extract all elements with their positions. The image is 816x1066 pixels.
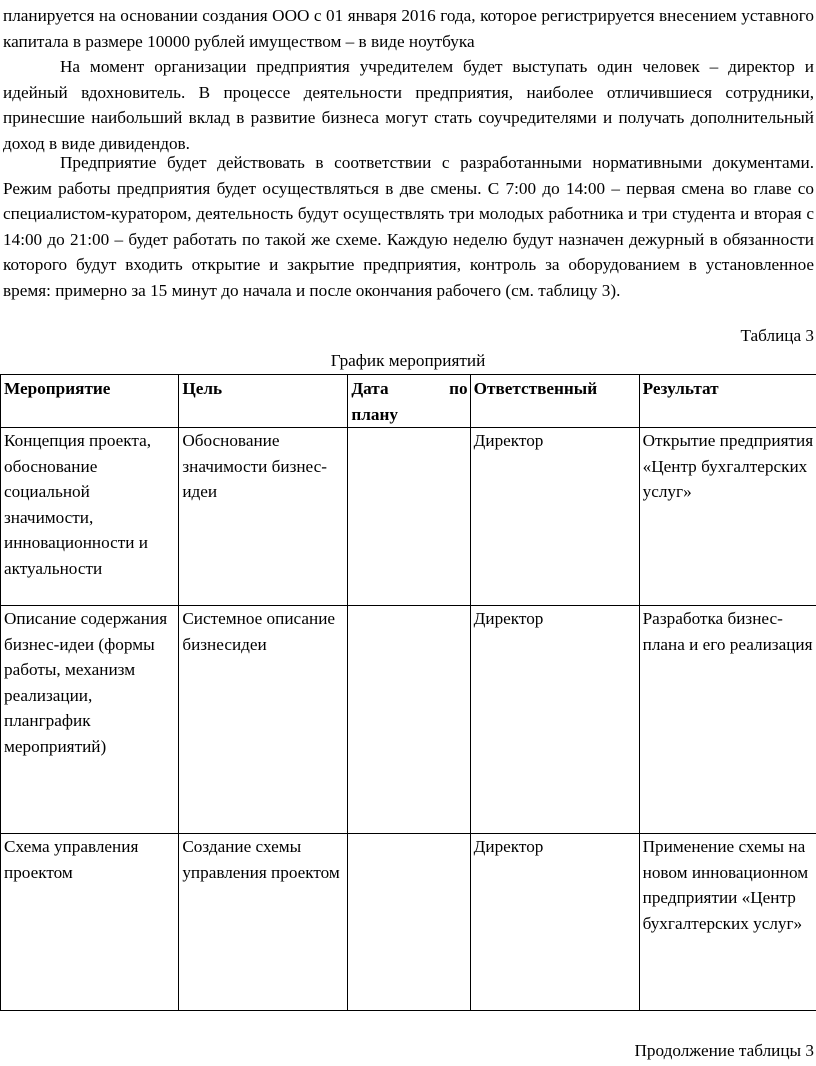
cell-goal: Обоснование значимости бизнес-идеи — [179, 428, 348, 606]
cell-responsible: Директор — [470, 834, 639, 1011]
header-responsible: Ответственный — [470, 375, 639, 428]
header-goal: Цель — [179, 375, 348, 428]
header-date-line1: Дата по — [351, 379, 468, 398]
cell-result: Разработка бизнес-плана и его реализация — [639, 606, 816, 834]
header-result: Результат — [639, 375, 816, 428]
cell-date — [348, 428, 470, 606]
paragraph-intro-1: планируется на основании создания ООО с 01 января 2016 года, которое регистрируется внесением уставного капитала в размере 10000 рублей имуществом – в виде ноутбука — [3, 6, 814, 51]
cell-result: Применение схемы на новом инновационном предприятии «Центр бухгалтерских услуг» — [639, 834, 816, 1011]
table-header-row — [1, 375, 816, 428]
cell-date — [348, 834, 470, 1011]
cell-event: Схема управления проектом — [1, 834, 179, 1011]
schedule-table — [0, 374, 816, 1011]
header-event: Мероприятие — [1, 375, 179, 428]
cell-event: Описание содержания бизнес-идеи (формы работы, механизм реализации, планграфик мероприятий) — [1, 606, 179, 834]
table-title: График мероприятий — [330, 351, 486, 370]
cell-result: Открытие предприятия «Центр бухгалтерских услуг» — [639, 428, 816, 606]
paragraph-intro-2: На момент организации предприятия учредителем будет выступать один человек – директор и идейный вдохновитель. В процессе деятельности предприятия, наиболее отличившиеся сотрудники, принесшие наибольший вклад в развитие бизнеса могут стать соучредителями и получать дополнительный доход в виде дивидендов. — [3, 57, 814, 153]
cell-date — [348, 606, 470, 834]
cell-event: Концепция проекта, обоснование социальной значимости, инновационности и актуальности — [1, 428, 179, 606]
table-label: Таблица 3 — [740, 326, 814, 345]
paragraph-intro-3: Предприятие будет действовать в соответствии с разработанными нормативными документами. Режим работы предприятия будет осуществляться в две смены. С 7:00 до 14:00 – первая смена во главе со специалистом-куратором, деятельность будут осуществлять три молодых работника и три студента и вторая с 14:00 до 21:00 – будет работать по такой же схеме. Каждую неделю будут назначен дежурный в обязанности которого будут входить открытие и закрытие предприятия, контроль за оборудованием в установленное время: примерно за 15 минут до начала и после окончания рабочего (см. таблицу 3). — [3, 153, 814, 300]
header-date-line2: плану — [351, 404, 398, 424]
cell-goal: Системное описание бизнесидеи — [179, 606, 348, 834]
table-row — [1, 606, 816, 834]
table-row — [1, 428, 816, 606]
cell-responsible: Директор — [470, 428, 639, 606]
table-continuation-label: Продолжение таблицы 3 — [634, 1041, 814, 1060]
cell-goal: Создание схемы управления проектом — [179, 834, 348, 1011]
header-date — [348, 375, 470, 428]
table-row — [1, 834, 816, 1011]
cell-responsible: Директор — [470, 606, 639, 834]
